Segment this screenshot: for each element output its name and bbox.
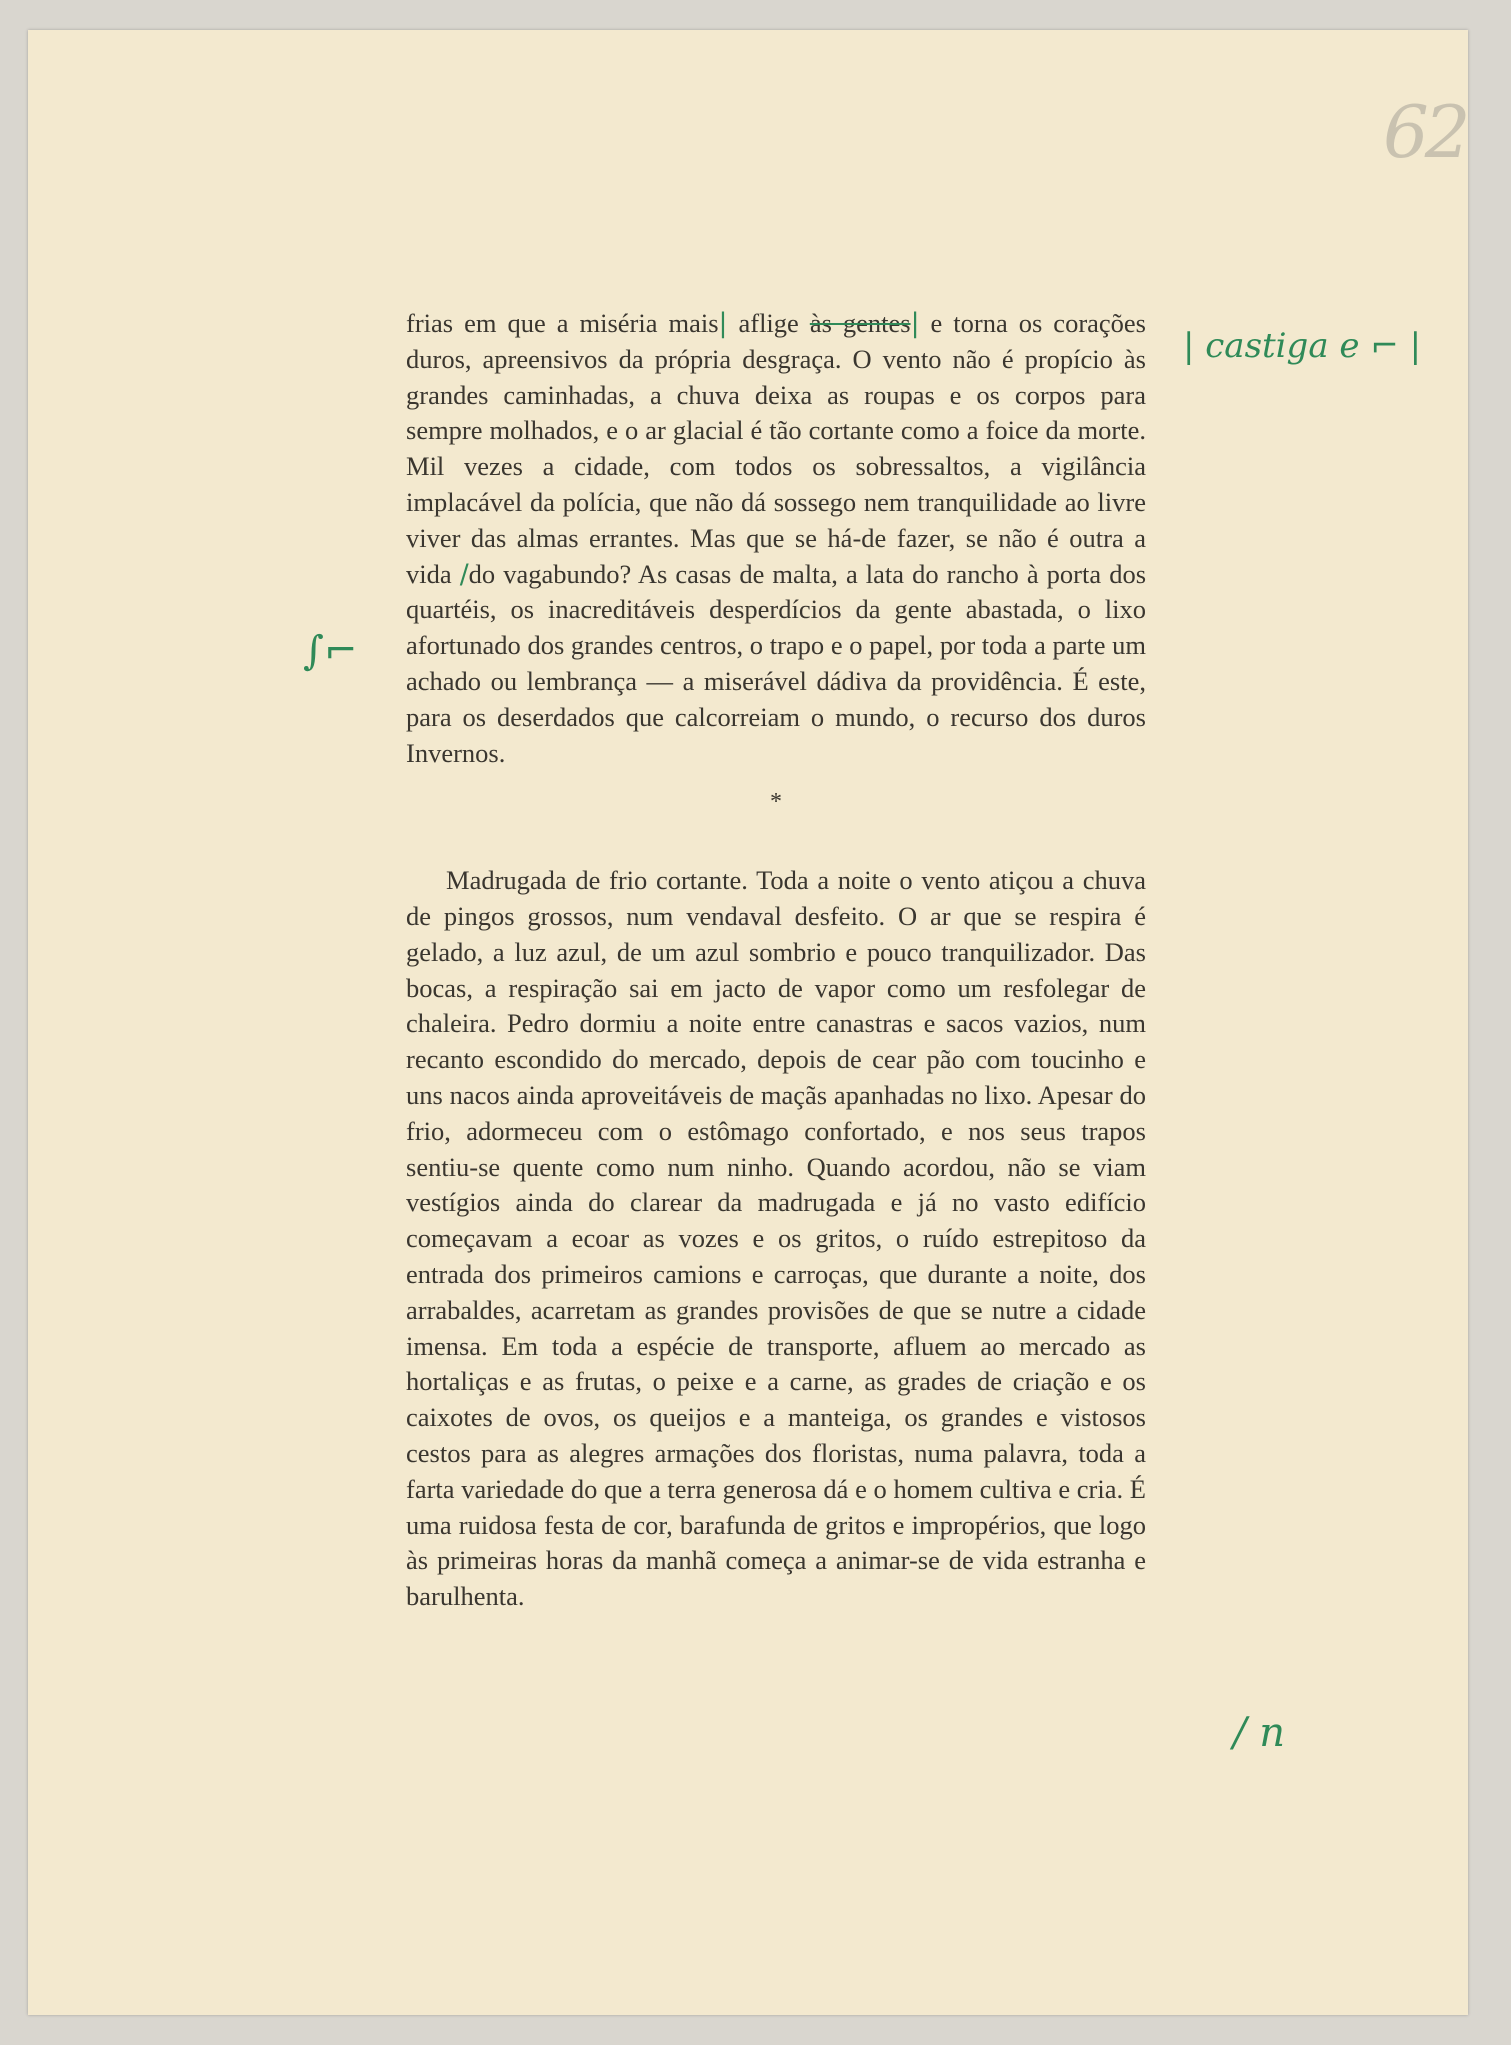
insert-mark-1: | [718, 308, 728, 339]
margin-annotation-top: | castiga e ⌐ | [1183, 326, 1422, 366]
p1-after-mark: aflige [727, 308, 810, 338]
p1-middle: e torna os corações duros, apreensivos da própria desgraça. O vento não é propício às grandes caminhadas, a chuva deixa as roupas e os corpos para sempre molhados, e o ar glacial é tão cortante como a foice da morte. Mil vezes a cidade, com todos os sobressaltos, a vigilância implacável da polícia, que não dá sossego nem tranquilidade ao livre viver das almas errantes. Mas que se há-de fazer, se não é outra a vida [406, 308, 1146, 589]
document-page [28, 30, 1468, 2015]
section-separator: * [770, 789, 782, 816]
p1-start: frias em que a miséria mais [406, 308, 719, 338]
margin-annotation-left: ∫⌐ [303, 628, 358, 674]
margin-annotation-bottom: / n [1233, 1710, 1285, 1756]
page-number: 62 [1383, 90, 1467, 174]
paragraph-1 [406, 306, 1146, 771]
insert-mark-3: / [459, 558, 469, 590]
struck-text: às gentes [809, 308, 911, 338]
body-text [406, 306, 1146, 1615]
insert-mark-2: | [910, 308, 920, 339]
p1-end: do vagabundo? As casas de malta, a lata do rancho à porta dos quartéis, os inacreditáveis desperdícios da gente abastada, o lixo afortunado dos grandes centros, o trapo e o papel, por toda a parte um achado ou lembrança — a miserável dádiva da providência. É este, para os deserdados que calcorreiam o mundo, o recurso dos duros Invernos. [406, 558, 1147, 768]
paragraph-2: Madrugada de frio cortante. Toda a noite o vento atiçou a chuva de pingos grossos, num vendaval desfeito. O ar que se respira é gelado, a luz azul, de um azul sombrio e pouco tranquilizador. Das bocas, a respiração sai em jacto de vapor como um resfolegar de chaleira. Pedro dormiu a noite entre canastras e sacos vazios, num recanto escondido do mercado, depois de cear pão com toucinho e uns nacos ainda aproveitáveis de maçãs apanhadas no lixo. Apesar do frio, adormeceu com o estômago confortado, e nos seus trapos sentiu-se quente como num ninho. Quando acordou, não se viam vestígios ainda do clarear da madrugada e já no vasto edifício começavam a ecoar as vozes e os gritos, o ruído estrepitoso da entrada dos primeiros camions e carroças, que durante a noite, dos arrabaldes, acarretam as grandes provisões de que se nutre a cidade imensa. Em toda a espécie de transporte, afluem ao mercado as hortaliças e as frutas, o peixe e a carne, as grades de criação e os caixotes de ovos, os queijos e a manteiga, os grandes e vistosos cestos para as alegres armações dos floristas, numa palavra, toda a farta variedade do que a terra generosa dá e o homem cultiva e cria. É uma ruidosa festa de cor, barafunda de gritos e impropérios, que logo às primeiras horas da manhã começa a animar-se de vida estranha e barulhenta. [406, 865, 1146, 1612]
